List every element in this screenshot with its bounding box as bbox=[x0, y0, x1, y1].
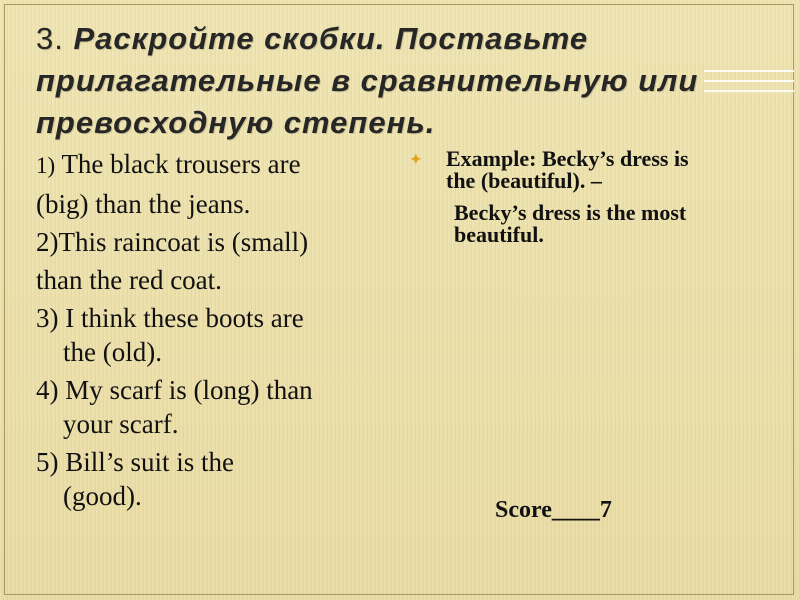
exercise-4-continuation: your scarf. bbox=[63, 409, 179, 439]
title-line-1: Раскройте скобки. Поставьте bbox=[73, 21, 589, 56]
example-block bbox=[410, 146, 770, 247]
exercise-4-text: 4) My scarf is (long) than bbox=[36, 375, 313, 405]
example-answer-line-1: Becky’s dress is the most bbox=[454, 200, 687, 225]
exercise-1-number: 1) bbox=[36, 153, 56, 178]
example-answer bbox=[420, 202, 770, 246]
exercise-2-continuation: than the red coat. bbox=[36, 265, 222, 295]
exercise-5-text: 5) Bill’s suit is the bbox=[36, 447, 235, 477]
bullet-icon: ✦ bbox=[410, 153, 422, 168]
exercise-3-continuation: the (old). bbox=[63, 337, 162, 367]
exercise-5-continuation: (good). bbox=[63, 481, 142, 511]
exercise-1 bbox=[36, 147, 396, 183]
exercise-2-text: 2)This raincoat is (small) bbox=[36, 227, 309, 257]
exercise-list bbox=[36, 147, 396, 513]
exercise-1-continuation: (big) than the jeans. bbox=[36, 189, 251, 219]
slide-title bbox=[36, 18, 776, 144]
exercise-3-text: 3) I think these boots are bbox=[36, 303, 304, 333]
example-question bbox=[410, 146, 770, 193]
example-answer-line-2: beautiful. bbox=[454, 222, 544, 247]
title-line-3: превосходную степень. bbox=[36, 105, 436, 140]
score-label: Score____7 bbox=[495, 497, 612, 523]
example-line-2: the (beautiful). – bbox=[446, 168, 602, 193]
title-line-2: прилагательные в сравнительную или bbox=[36, 63, 699, 98]
title-number: 3. bbox=[36, 21, 64, 56]
exercise-1-text: The black trousers are bbox=[61, 149, 301, 179]
example-line-1: Example: Becky’s dress is bbox=[446, 146, 689, 171]
